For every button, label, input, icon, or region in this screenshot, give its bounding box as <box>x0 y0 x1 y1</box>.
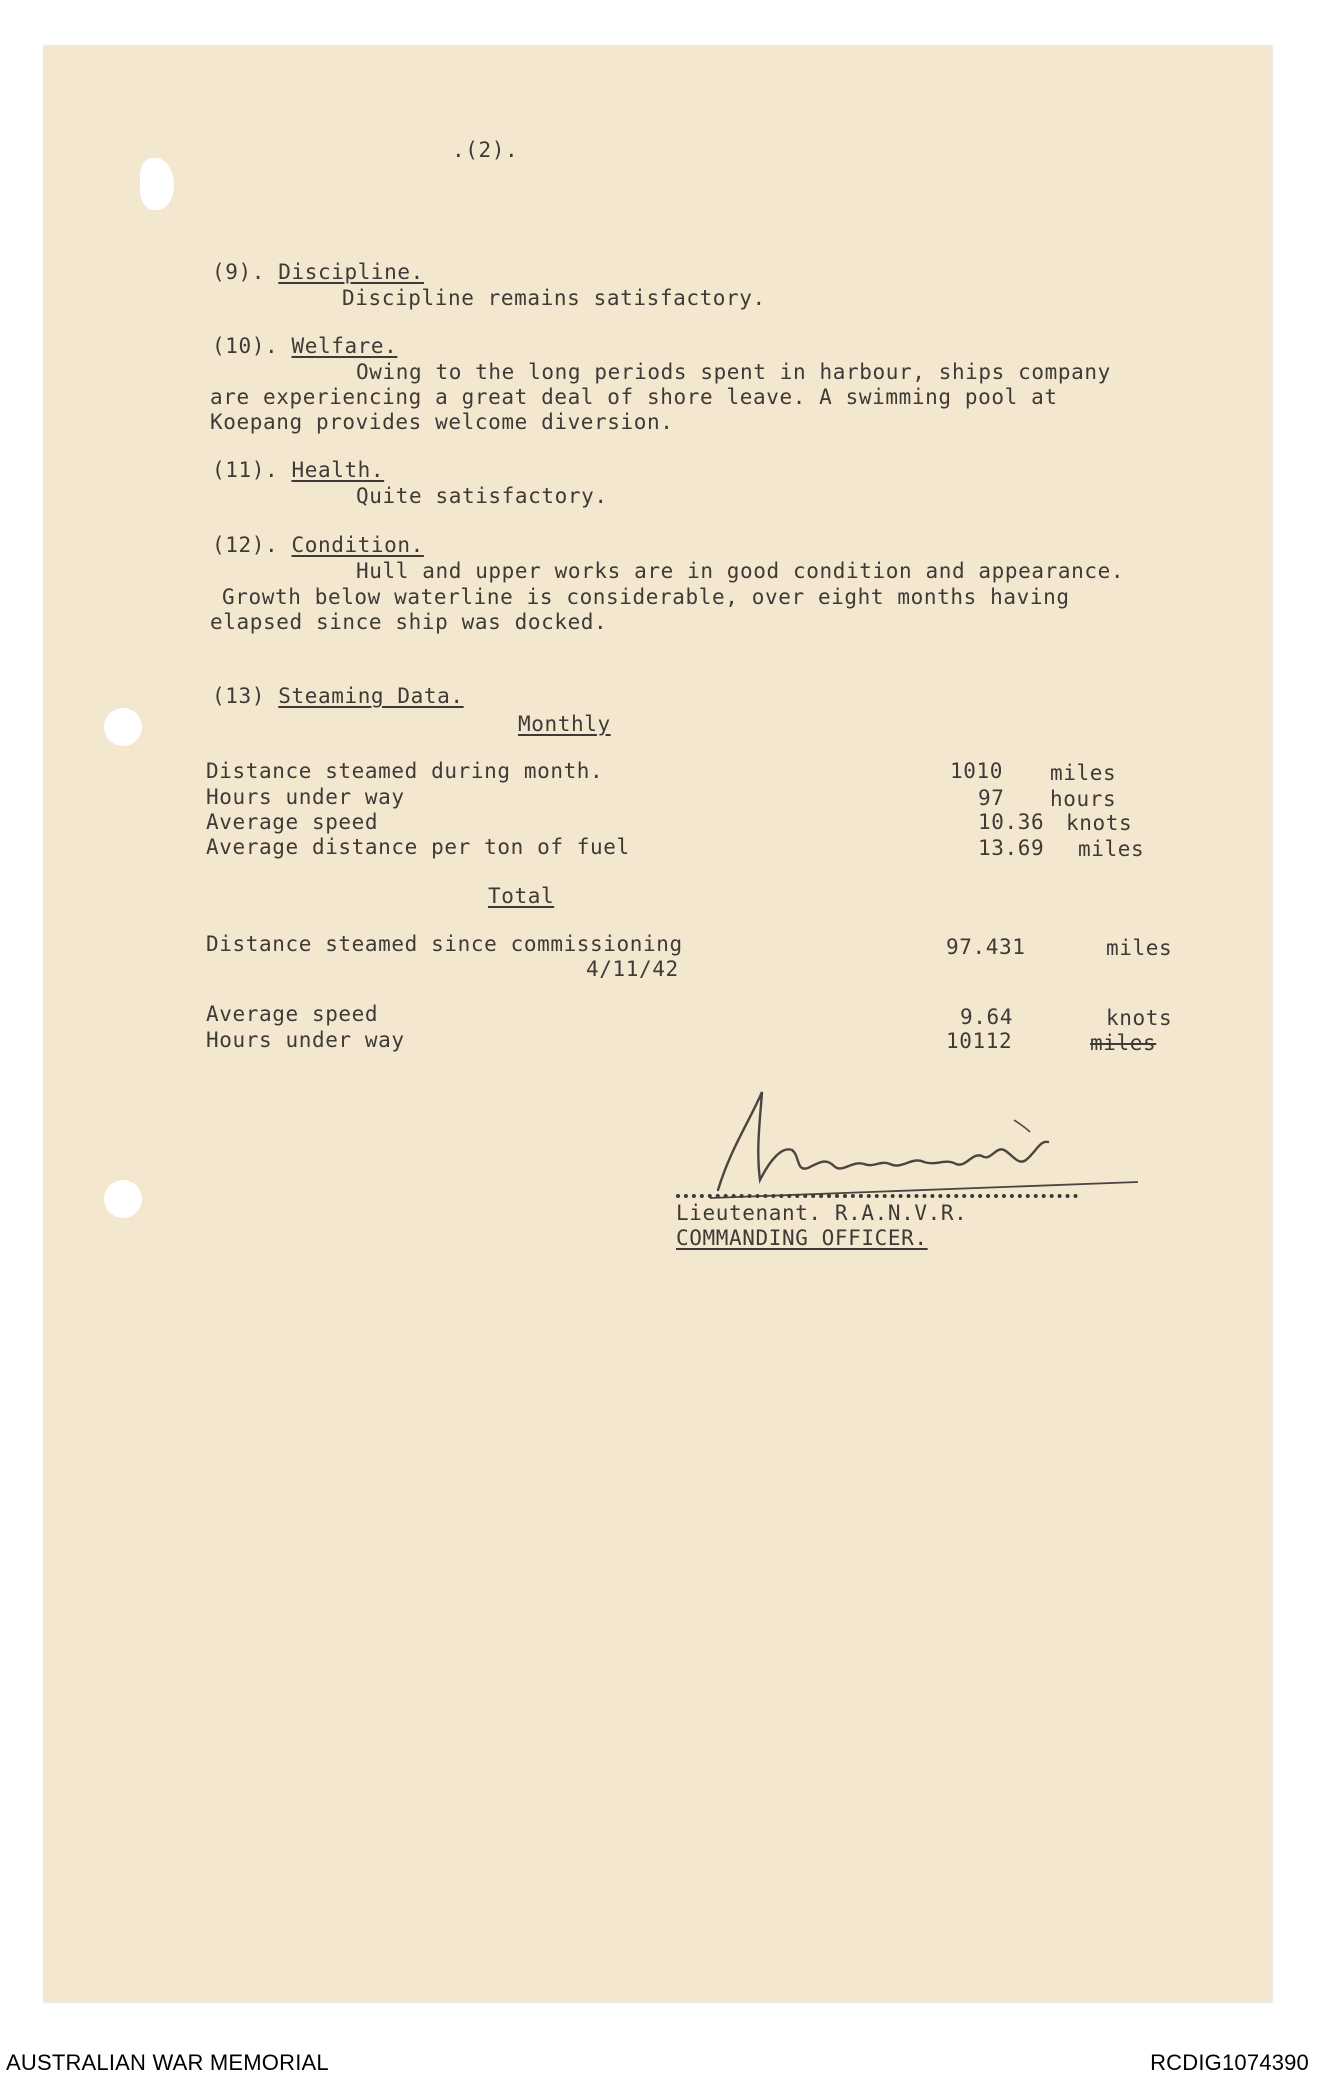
section-10 <box>212 334 397 359</box>
body-line: Discipline remains satisfactory. <box>342 286 766 310</box>
monthly-label: Hours under way <box>206 785 405 809</box>
monthly-value: 1010 <box>950 759 1003 783</box>
total-sublabel: 4/11/42 <box>586 957 679 981</box>
body-line: Hull and upper works are in good condition and appearance. <box>356 559 1125 583</box>
punch-hole <box>104 1180 142 1218</box>
body-line: Owing to the long periods spent in harbour, ships company <box>356 360 1111 384</box>
monthly-label: Average distance per ton of fuel <box>206 835 630 859</box>
monthly-unit: miles <box>1050 761 1117 785</box>
torn-corner <box>140 158 174 210</box>
section-heading: Condition. <box>291 533 424 557</box>
section-11 <box>212 458 384 483</box>
section-13 <box>212 684 464 709</box>
monthly-unit: hours <box>1050 787 1117 811</box>
monthly-unit: miles <box>1078 837 1145 861</box>
monthly-value: 10.36 <box>978 810 1045 834</box>
total-value: 10112 <box>946 1029 1013 1053</box>
section-heading: Discipline. <box>278 260 424 284</box>
body-line: Koepang provides welcome diversion. <box>210 410 674 434</box>
monthly-value: 13.69 <box>978 836 1045 860</box>
section-heading: Steaming Data. <box>278 684 464 708</box>
section-heading: Welfare. <box>291 334 398 358</box>
body-line: elapsed since ship was docked. <box>210 610 608 634</box>
punch-hole <box>104 708 142 746</box>
body-line: are experiencing a great deal of shore leave. A swimming pool at <box>210 385 1058 409</box>
section-9 <box>212 260 424 285</box>
footer-right: RCDIG1074390 <box>1150 2050 1309 2075</box>
total-value: 97.431 <box>946 935 1026 959</box>
monthly-heading: Monthly <box>518 712 611 736</box>
section-number: (9). <box>212 260 265 284</box>
page-number: .(2). <box>452 138 519 162</box>
signature-title: COMMANDING OFFICER. <box>676 1226 928 1250</box>
total-heading: Total <box>488 884 555 908</box>
total-value: 9.64 <box>960 1005 1013 1029</box>
monthly-label: Distance steamed during month. <box>206 759 604 783</box>
total-label: Average speed <box>206 1002 379 1026</box>
signature-rank: Lieutenant. R.A.N.V.R. <box>676 1201 968 1225</box>
signature-dotted-line <box>676 1194 1078 1198</box>
section-heading: Health. <box>291 458 385 482</box>
body-line: Growth below waterline is considerable, over eight months having <box>222 585 1070 609</box>
section-number: (11). <box>212 458 279 482</box>
monthly-value: 97 <box>978 786 1005 810</box>
total-unit: miles <box>1106 936 1173 960</box>
total-label: Distance steamed since commissioning <box>206 932 683 956</box>
monthly-unit: knots <box>1066 811 1133 835</box>
section-number: (12). <box>212 533 279 557</box>
section-number: (10). <box>212 334 279 358</box>
monthly-label: Average speed <box>206 810 379 834</box>
section-number: (13) <box>212 684 265 708</box>
total-label: Hours under way <box>206 1028 405 1052</box>
footer-left: AUSTRALIAN WAR MEMORIAL <box>6 2050 329 2075</box>
total-unit: knots <box>1106 1006 1173 1030</box>
section-12 <box>212 533 424 558</box>
total-unit-struck: miles <box>1090 1031 1157 1055</box>
body-line: Quite satisfactory. <box>356 484 608 508</box>
signature-image <box>700 1080 1140 1210</box>
